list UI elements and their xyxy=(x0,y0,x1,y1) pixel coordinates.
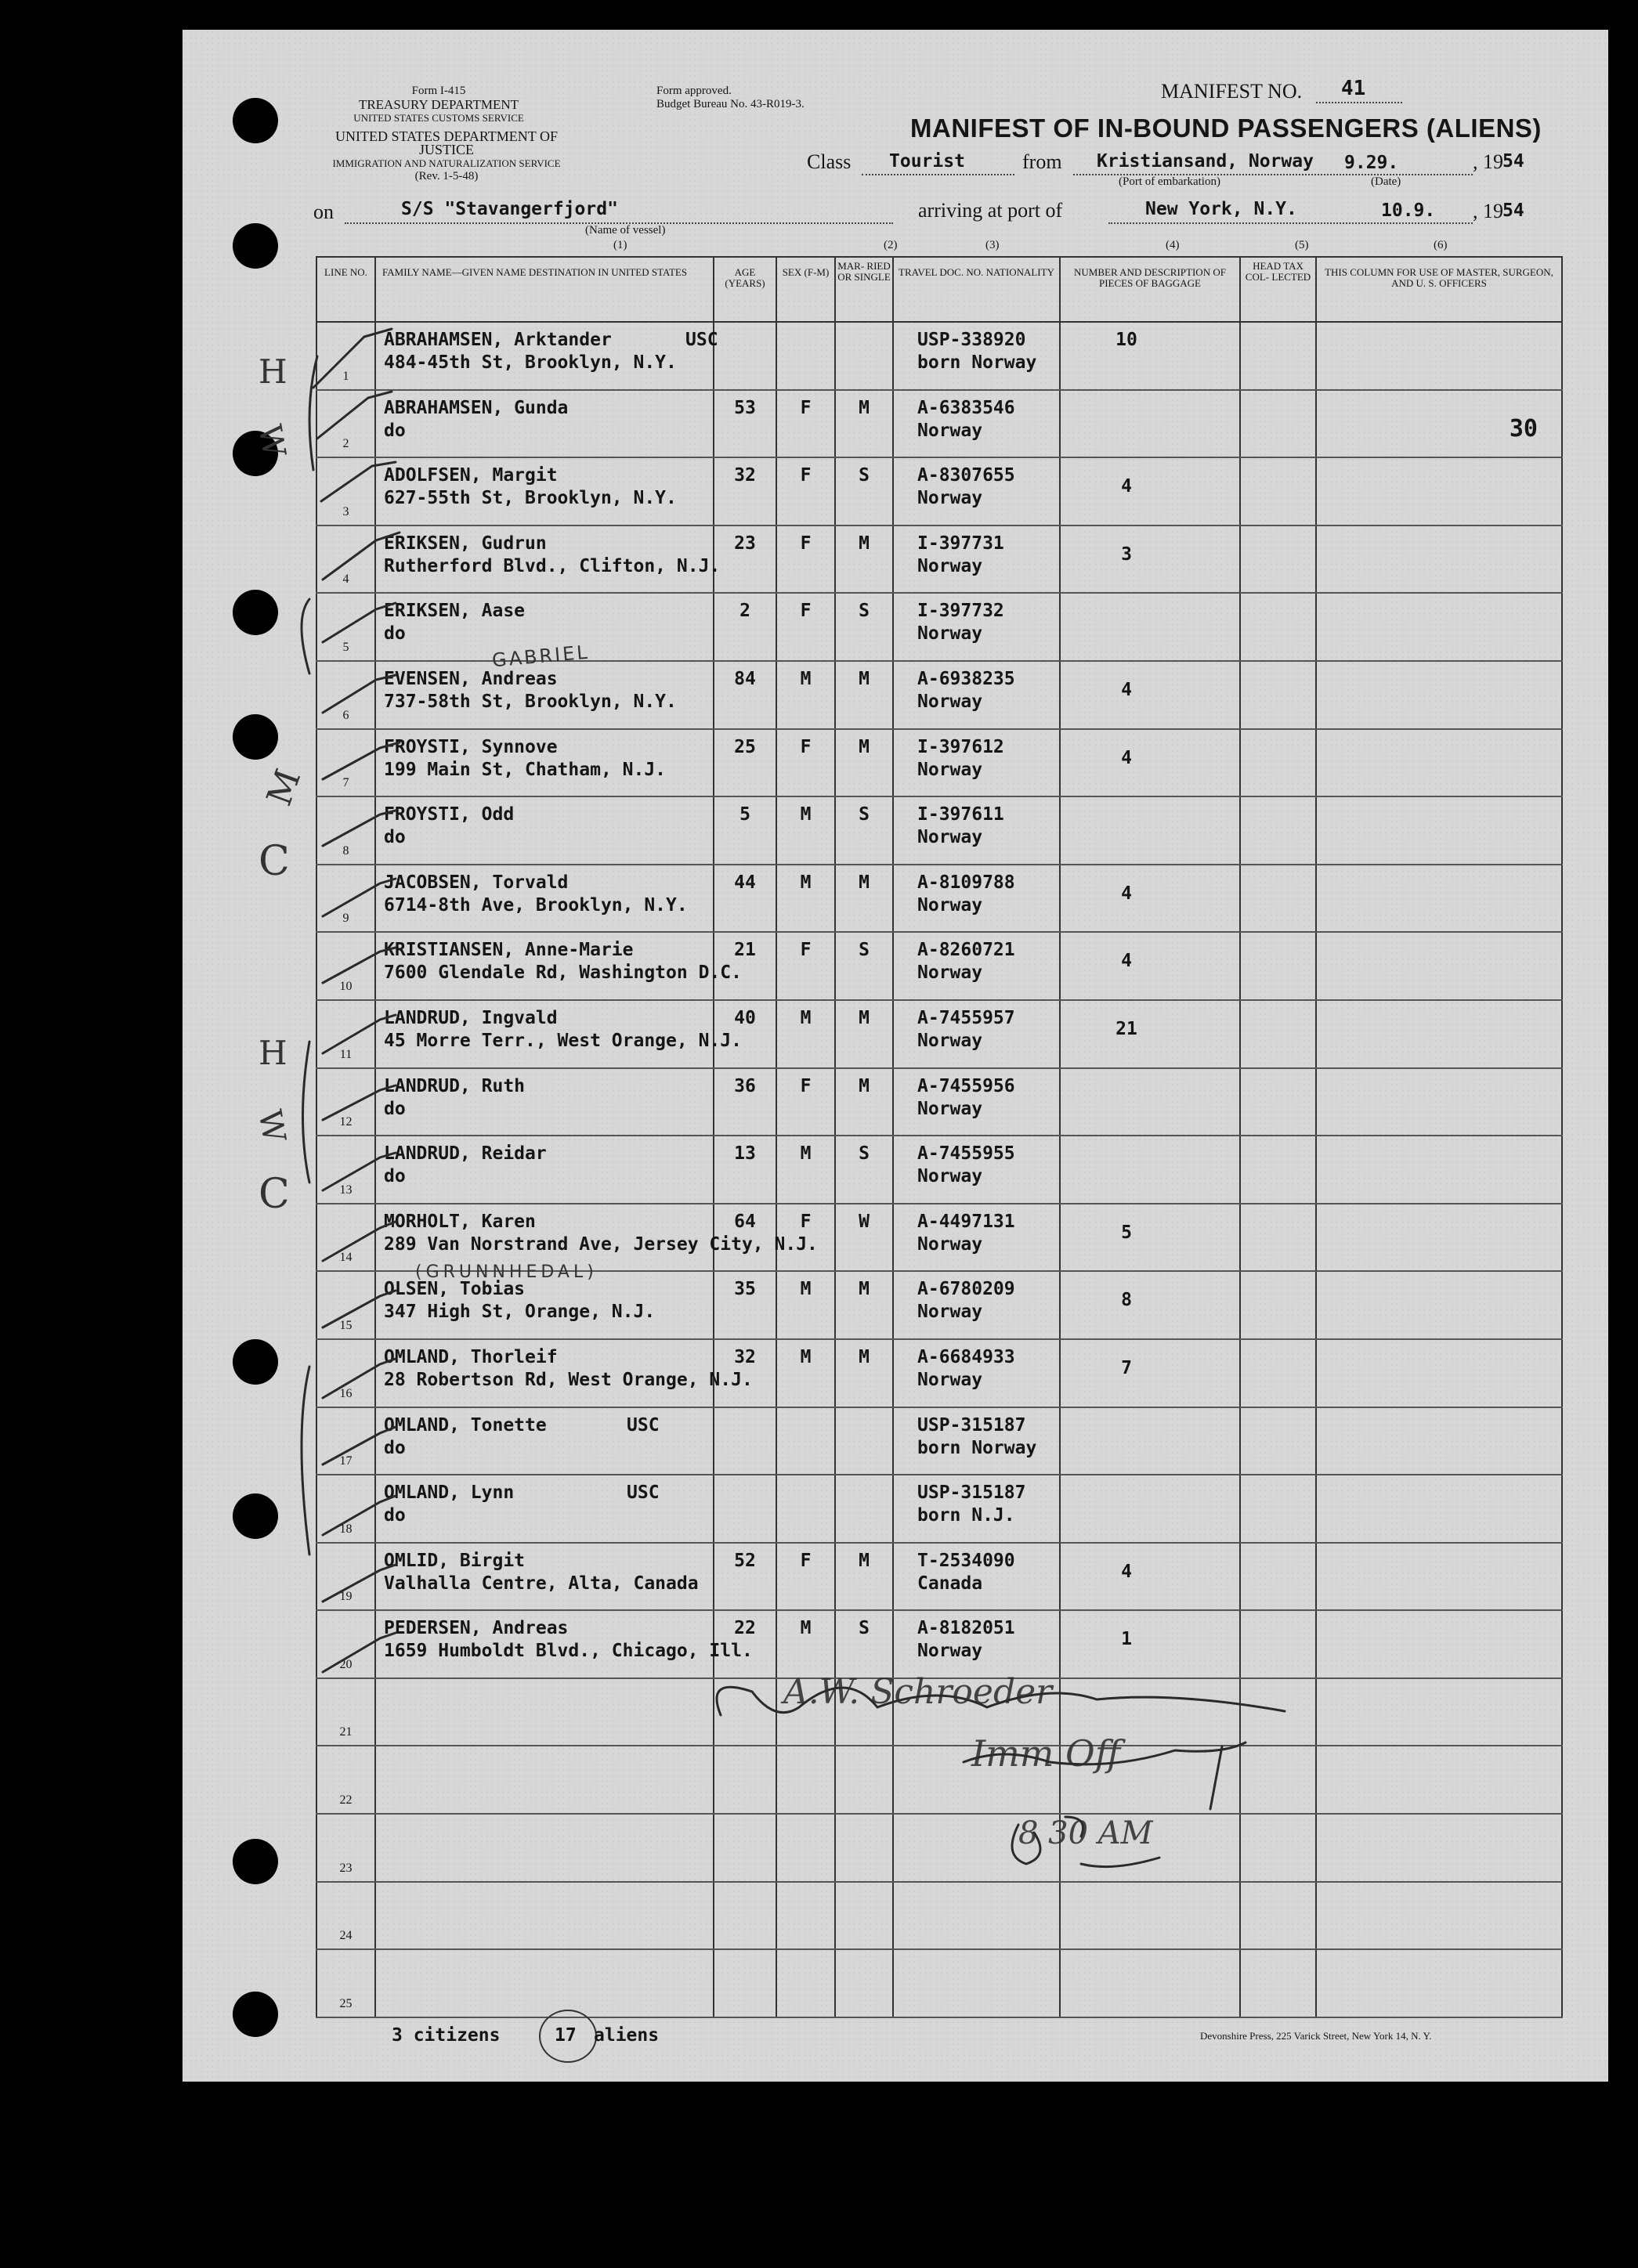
passenger-name: ERIKSEN, Gudrun xyxy=(384,533,547,554)
from-label: from xyxy=(1022,150,1062,173)
destination: do xyxy=(384,420,406,441)
baggage-count: 4 xyxy=(1121,679,1132,700)
line-number: 19 xyxy=(339,1590,353,1604)
embarkation-caption: (Port of embarkation) xyxy=(1119,175,1220,188)
line-number: 17 xyxy=(339,1454,353,1468)
destination: 199 Main St, Chatham, N.J. xyxy=(384,759,667,780)
line-number: 14 xyxy=(339,1251,353,1265)
line-number: 10 xyxy=(339,979,353,993)
nationality: Norway xyxy=(917,1302,983,1323)
line-number: 6 xyxy=(342,708,349,722)
age: 35 xyxy=(734,1279,756,1300)
departure-year-prefix: , 19 xyxy=(1473,150,1503,173)
destination: 289 Van Norstrand Ave, Jersey City, N.J. xyxy=(384,1233,818,1255)
header-married: MAR- RIED OR SINGLE xyxy=(835,257,893,322)
passenger-name: ABRAHAMSEN, Arktander USC xyxy=(384,330,718,350)
marital-status: M xyxy=(859,668,870,689)
nationality: Norway xyxy=(917,1369,983,1390)
travel-doc-number: A-6383546 xyxy=(917,397,1015,418)
travel-doc-number: A-7455955 xyxy=(917,1143,1015,1165)
margin-note-m: M xyxy=(259,764,309,811)
bracket xyxy=(303,1042,310,1183)
baggage-count: 5 xyxy=(1121,1222,1132,1243)
travel-doc-number: A-4497131 xyxy=(917,1211,1015,1232)
marital-status: W xyxy=(859,1211,870,1232)
travel-doc-number: I-397732 xyxy=(917,601,1004,622)
check-mark xyxy=(323,1565,396,1602)
baggage-count: 4 xyxy=(1121,1561,1132,1582)
nationality: born Norway xyxy=(917,352,1037,373)
age: 22 xyxy=(734,1618,756,1639)
sex: F xyxy=(800,736,812,757)
margin-note-h: H xyxy=(259,1034,287,1072)
check-mark xyxy=(323,1015,396,1053)
age: 84 xyxy=(734,668,756,689)
marital-status: S xyxy=(859,804,870,825)
passenger-name: LANDRUD, Reidar xyxy=(384,1143,547,1165)
arrival-date: 10.9. xyxy=(1381,200,1436,221)
vessel-name: S/S "Stavangerfjord" xyxy=(401,199,618,219)
marital-status: M xyxy=(859,1346,870,1367)
citizens-count: 3 citizens xyxy=(392,2025,501,2046)
destination: do xyxy=(384,1098,406,1119)
passenger-name: ADOLFSEN, Margit xyxy=(384,465,558,486)
destination: 45 Morre Terr., West Orange, N.J. xyxy=(384,1030,742,1051)
destination: 1659 Humboldt Blvd., Chicago, Ill. xyxy=(384,1641,753,1662)
manifest-no-label: MANIFEST NO. xyxy=(1161,80,1303,103)
passenger-name: EVENSEN, Andreas xyxy=(384,668,558,689)
header-baggage: NUMBER AND DESCRIPTION OF PIECES OF BAGGAGE xyxy=(1060,257,1240,322)
passenger-name: FROYSTI, Synnove xyxy=(384,736,558,757)
justice-dept: UNITED STATES DEPARTMENT OF JUSTICE xyxy=(334,128,558,157)
passenger-name: ABRAHAMSEN, Gunda xyxy=(384,397,569,418)
line-number: 3 xyxy=(342,504,349,518)
nationality: Norway xyxy=(917,827,983,848)
destination: Valhalla Centre, Alta, Canada xyxy=(384,1573,699,1594)
form-number: Form I-415 xyxy=(411,85,466,97)
destination: do xyxy=(384,827,406,848)
margin-note-h: H xyxy=(259,352,287,391)
signature-title: Imm Off xyxy=(971,1732,1121,1775)
check-mark xyxy=(313,329,392,388)
line-number: 8 xyxy=(342,843,349,858)
baggage-count: 21 xyxy=(1116,1018,1137,1039)
passenger-name: OMLAND, Thorleif xyxy=(384,1346,558,1367)
arrival-year: 54 xyxy=(1502,200,1524,221)
nationality: Norway xyxy=(917,962,983,984)
nationality: Norway xyxy=(917,1166,983,1187)
embarkation-value: Kristiansand, Norway xyxy=(1097,151,1314,172)
nationality: Norway xyxy=(917,488,983,509)
arrival-port: New York, N.Y. xyxy=(1145,199,1297,219)
check-mark xyxy=(323,1496,396,1535)
arriving-label: arriving at port of xyxy=(918,199,1063,222)
passenger-name: OLSEN, Tobias xyxy=(384,1279,526,1300)
printer-credit: Devonshire Press, 225 Varick Street, New York 14, N. Y. xyxy=(1200,2030,1432,2042)
manifest-title: MANIFEST OF IN-BOUND PASSENGERS (ALIENS) xyxy=(910,114,1542,143)
nationality: born Norway xyxy=(917,1437,1037,1458)
sex: F xyxy=(800,397,812,418)
marital-status: M xyxy=(859,397,870,418)
col-number-1: (1) xyxy=(613,239,627,251)
baggage-count: 4 xyxy=(1121,747,1132,768)
baggage-count: 7 xyxy=(1121,1357,1132,1378)
nationality: Norway xyxy=(917,1641,983,1662)
sex: F xyxy=(800,533,812,554)
age: 2 xyxy=(739,601,750,622)
annotation-gabriel: GABRIEL xyxy=(491,641,591,672)
age: 36 xyxy=(734,1075,756,1096)
class-value: Tourist xyxy=(889,151,965,172)
treasury-dept: TREASURY DEPARTMENT xyxy=(358,97,519,112)
line-number: 22 xyxy=(339,1793,353,1808)
check-mark xyxy=(323,948,396,983)
destination: 6714-8th Ave, Brooklyn, N.Y. xyxy=(384,894,688,916)
check-mark xyxy=(323,811,396,846)
bracket xyxy=(302,1367,309,1555)
passenger-name: OMLAND, Tonette USC xyxy=(384,1414,660,1436)
on-label: on xyxy=(313,200,334,223)
sex: M xyxy=(800,872,812,893)
travel-doc-number: USP-315187 xyxy=(917,1483,1026,1504)
destination: 737-58th St, Brooklyn, N.Y. xyxy=(384,691,677,712)
signature-time: 8 30 AM xyxy=(1018,1815,1153,1851)
passenger-name: FROYSTI, Odd xyxy=(384,804,515,825)
destination: do xyxy=(384,1505,406,1526)
aliens-count: 17 xyxy=(555,2025,577,2046)
check-mark xyxy=(323,1633,396,1672)
age: 32 xyxy=(734,1346,756,1367)
travel-doc-number: A-7455956 xyxy=(917,1075,1015,1096)
passenger-name: MORHOLT, Karen xyxy=(384,1211,536,1232)
age: 25 xyxy=(734,736,756,757)
line-number: 13 xyxy=(339,1183,353,1197)
travel-doc-number: A-6938235 xyxy=(917,668,1015,689)
marital-status: S xyxy=(859,940,870,961)
header-name: FAMILY NAME—GIVEN NAME DESTINATION IN UNITED STATES xyxy=(375,257,714,322)
departure-year: 54 xyxy=(1502,151,1524,172)
nationality: Norway xyxy=(917,759,983,780)
travel-doc-number: I-397612 xyxy=(917,736,1004,757)
sex: M xyxy=(800,1618,812,1639)
line-number: 11 xyxy=(339,1047,353,1061)
age: 40 xyxy=(734,1007,756,1028)
marital-status: M xyxy=(859,872,870,893)
passenger-name: JACOBSEN, Torvald xyxy=(384,872,569,893)
passenger-name: OMLAND, Lynn USC xyxy=(384,1483,660,1504)
destination: 7600 Glendale Rd, Washington D.C. xyxy=(384,962,742,984)
header-officers: THIS COLUMN FOR USE OF MASTER, SURGEON, AND U. S. OFFICERS xyxy=(1316,257,1562,322)
travel-doc-number: A-8182051 xyxy=(917,1618,1015,1639)
age: 53 xyxy=(734,397,756,418)
nationality: Norway xyxy=(917,555,983,576)
travel-doc-number: A-6684933 xyxy=(917,1346,1015,1367)
officer-note: 30 xyxy=(1509,414,1538,442)
sex: M xyxy=(800,804,812,825)
line-number: 18 xyxy=(339,1522,353,1536)
marital-status: S xyxy=(859,465,870,486)
col-number-2: (2) xyxy=(884,239,898,251)
ins-service: IMMIGRATION AND NATURALIZATION SERVICE xyxy=(332,157,561,169)
age: 5 xyxy=(739,804,750,825)
baggage-count: 1 xyxy=(1121,1629,1132,1650)
line-number: 9 xyxy=(342,912,349,926)
arrival-year-prefix: , 19 xyxy=(1473,200,1503,222)
marital-status: M xyxy=(859,1279,870,1300)
margin-note-w: W xyxy=(251,1107,292,1146)
travel-doc-number: A-7455957 xyxy=(917,1007,1015,1028)
sex: M xyxy=(800,1143,812,1165)
check-mark xyxy=(321,462,396,501)
baggage-count: 3 xyxy=(1121,544,1132,565)
destination: Rutherford Blvd., Clifton, N.J. xyxy=(384,555,721,576)
col-number-4: (4) xyxy=(1166,239,1180,251)
passenger-name: ERIKSEN, Aase xyxy=(384,601,526,622)
line-number: 21 xyxy=(339,1725,353,1739)
header-line: LINE NO. xyxy=(316,257,375,322)
check-mark xyxy=(323,603,396,642)
manifest-no-value: 41 xyxy=(1341,77,1366,100)
nationality: Norway xyxy=(917,623,983,645)
travel-doc-number: I-397731 xyxy=(917,533,1004,554)
header-headtax: HEAD TAX COL- LECTED xyxy=(1240,257,1316,322)
aliens-label: aliens xyxy=(594,2025,660,2046)
sex: M xyxy=(800,1279,812,1300)
check-mark xyxy=(323,533,400,580)
line-number: 2 xyxy=(342,437,349,451)
sex: M xyxy=(800,1007,812,1028)
passenger-name: OMLID, Birgit xyxy=(384,1550,526,1571)
passenger-name: LANDRUD, Ingvald xyxy=(384,1007,558,1028)
nationality: Norway xyxy=(917,1098,983,1119)
check-mark xyxy=(323,1222,396,1261)
destination: 28 Robertson Rd, West Orange, N.J. xyxy=(384,1369,753,1390)
age: 64 xyxy=(734,1211,756,1232)
marital-status: S xyxy=(859,1143,870,1165)
check-mark xyxy=(323,1359,396,1398)
check-mark xyxy=(323,1427,396,1464)
sex: F xyxy=(800,1075,812,1096)
sex: M xyxy=(800,1346,812,1367)
check-mark xyxy=(317,392,392,439)
line-number: 16 xyxy=(339,1386,353,1400)
age: 44 xyxy=(734,872,756,893)
baggage-count: 4 xyxy=(1121,951,1132,972)
header-sex: SEX (F-M) xyxy=(776,257,835,322)
line-number: 23 xyxy=(339,1861,353,1875)
revision: (Rev. 1-5-48) xyxy=(414,170,479,182)
sex: F xyxy=(800,465,812,486)
travel-doc-number: A-8260721 xyxy=(917,940,1015,961)
sex: M xyxy=(800,668,812,689)
marital-status: M xyxy=(859,1075,870,1096)
citizen-flag: USC xyxy=(685,330,718,350)
check-mark xyxy=(323,742,400,779)
age: 52 xyxy=(734,1550,756,1571)
margin-note-w: W xyxy=(251,421,292,460)
marital-status: M xyxy=(859,736,870,757)
travel-doc-number: A-8109788 xyxy=(917,872,1015,893)
vessel-caption: (Name of vessel) xyxy=(585,224,666,237)
margin-note-c: C xyxy=(259,1171,290,1218)
line-number: 12 xyxy=(339,1115,353,1129)
travel-doc-number: USP-338920 xyxy=(917,330,1026,350)
check-mark xyxy=(323,1291,396,1327)
travel-doc-number: I-397611 xyxy=(917,804,1004,825)
passenger-name: PEDERSEN, Andreas xyxy=(384,1618,569,1639)
check-mark xyxy=(323,1153,396,1190)
nationality: Norway xyxy=(917,420,983,441)
destination: 484-45th St, Brooklyn, N.Y. xyxy=(384,352,677,373)
annotation-grunnhedal: (GRUNNHEDAL) xyxy=(415,1262,598,1282)
passenger-name: KRISTIANSEN, Anne-Marie xyxy=(384,940,634,961)
line-number: 15 xyxy=(339,1318,353,1332)
marital-status: M xyxy=(859,1550,870,1571)
col-number-3: (3) xyxy=(985,239,1000,251)
line-number: 20 xyxy=(339,1657,353,1671)
line-number: 1 xyxy=(342,369,349,383)
nationality: Norway xyxy=(917,894,983,916)
col-number-5: (5) xyxy=(1295,239,1309,251)
age: 13 xyxy=(734,1143,756,1165)
destination: 627-55th St, Brooklyn, N.Y. xyxy=(384,488,677,509)
sex: F xyxy=(800,940,812,961)
marital-status: M xyxy=(859,533,870,554)
destination: do xyxy=(384,623,406,645)
baggage-count: 10 xyxy=(1116,330,1137,350)
baggage-count: 8 xyxy=(1121,1290,1132,1311)
sex: F xyxy=(800,601,812,622)
form-approved: Form approved. xyxy=(656,85,732,97)
age: 21 xyxy=(734,940,756,961)
check-mark xyxy=(323,879,396,916)
bracket xyxy=(309,356,317,470)
citizen-flag: USC xyxy=(627,1414,660,1436)
date-caption: (Date) xyxy=(1371,175,1401,188)
line-number: 4 xyxy=(342,572,349,587)
check-mark xyxy=(323,675,396,713)
citizen-flag: USC xyxy=(627,1483,660,1504)
line-number: 5 xyxy=(342,640,349,654)
customs-service: UNITED STATES CUSTOMS SERVICE xyxy=(353,112,524,124)
header-age: AGE (YEARS) xyxy=(714,257,776,322)
margin-note-c: C xyxy=(259,838,290,885)
class-label: Class xyxy=(807,150,852,173)
nationality: Canada xyxy=(917,1573,983,1594)
line-number: 24 xyxy=(339,1929,353,1943)
bracket xyxy=(302,599,309,674)
age: 23 xyxy=(734,533,756,554)
signature-name: A.W. Schroeder xyxy=(783,1672,1053,1712)
destination: do xyxy=(384,1437,406,1458)
col-number-6: (6) xyxy=(1434,239,1448,251)
line-number: 7 xyxy=(342,776,349,790)
travel-doc-number: A-6780209 xyxy=(917,1279,1015,1300)
travel-doc-number: USP-315187 xyxy=(917,1414,1026,1436)
baggage-count: 4 xyxy=(1121,476,1132,497)
nationality: Norway xyxy=(917,1233,983,1255)
baggage-count: 4 xyxy=(1121,883,1132,904)
destination: 347 High St, Orange, N.J. xyxy=(384,1302,656,1323)
marital-status: S xyxy=(859,601,870,622)
marital-status: S xyxy=(859,1618,870,1639)
line-number: 25 xyxy=(339,1996,353,2010)
sex: F xyxy=(800,1550,812,1571)
nationality: Norway xyxy=(917,1030,983,1051)
nationality: Norway xyxy=(917,691,983,712)
header-travel: TRAVEL DOC. NO. NATIONALITY xyxy=(893,257,1060,322)
destination: do xyxy=(384,1166,406,1187)
check-mark xyxy=(323,1085,396,1120)
budget-bureau: Budget Bureau No. 43-R019-3. xyxy=(656,98,805,110)
sex: F xyxy=(800,1211,812,1232)
passenger-name: LANDRUD, Ruth xyxy=(384,1075,526,1096)
departure-date: 9.29. xyxy=(1344,153,1399,173)
travel-doc-number: A-8307655 xyxy=(917,465,1015,486)
marital-status: M xyxy=(859,1007,870,1028)
nationality: born N.J. xyxy=(917,1505,1015,1526)
travel-doc-number: T-2534090 xyxy=(917,1550,1015,1571)
age: 32 xyxy=(734,465,756,486)
